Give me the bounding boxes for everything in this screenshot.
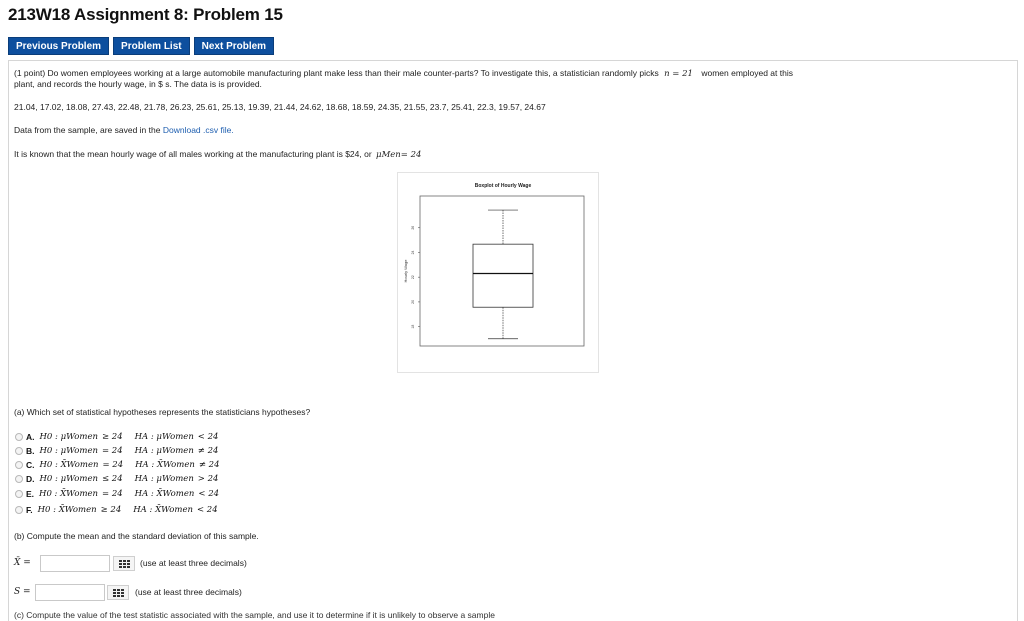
mean-input[interactable] <box>40 555 110 572</box>
sd-hint: (use at least three decimals) <box>135 587 242 597</box>
mean-hint: (use at least three decimals) <box>140 558 247 568</box>
download-line: Data from the sample, are saved in the Download .csv file. <box>14 125 234 135</box>
alt-relation: < 24 <box>196 505 218 515</box>
mean-matrix-button[interactable] <box>113 556 135 571</box>
y-tick-label: 18 <box>411 324 415 329</box>
null-relation: ≥ 24 <box>100 505 122 515</box>
iqr-box <box>473 244 533 307</box>
hypothesis-option[interactable] <box>15 473 218 485</box>
problem-body <box>8 60 1018 621</box>
null-hypothesis: H0 : μWomen <box>39 446 98 456</box>
previous-problem-button[interactable]: Previous Problem <box>8 37 109 55</box>
null-hypothesis: H0 : X̄Women <box>39 460 99 470</box>
y-axis-label: Hourly Wage <box>403 259 408 283</box>
download-csv-link[interactable]: Download .csv file. <box>162 125 234 135</box>
alt-relation: ≠ 24 <box>197 446 219 456</box>
part-c-question: (c) Compute the value of the test statistic associated with the sample, and use it to determine if it is unlikely to observe a sample <box>14 610 495 620</box>
null-relation: = 24 <box>102 489 123 499</box>
null-hypothesis: H0 : μWomen <box>39 474 98 484</box>
next-problem-button[interactable]: Next Problem <box>194 37 274 55</box>
alt-hypothesis: HA : X̄Women <box>133 505 193 515</box>
grid-icon <box>113 589 124 597</box>
radio-button[interactable] <box>15 433 23 441</box>
alt-relation: > 24 <box>197 474 219 484</box>
alt-relation: < 24 <box>198 489 220 499</box>
part-b-question: (b) Compute the mean and the standard deviation of this sample. <box>14 531 259 541</box>
hypothesis-option[interactable] <box>15 445 218 457</box>
alt-hypothesis: HA : μWomen <box>134 432 194 442</box>
y-tick-label: 20 <box>411 299 415 304</box>
radio-button[interactable] <box>15 447 23 455</box>
y-tick-label: 22 <box>411 275 415 280</box>
null-relation: = 24 <box>102 460 124 470</box>
sd-matrix-button[interactable] <box>107 585 129 600</box>
page-title: 213W18 Assignment 8: Problem 15 <box>8 5 283 24</box>
null-relation: ≤ 24 <box>101 474 123 484</box>
y-tick-label: 24 <box>411 250 415 255</box>
part-a-question: (a) Which set of statistical hypotheses represents the statisticians hypotheses? <box>14 407 311 417</box>
radio-button[interactable] <box>15 490 23 498</box>
null-hypothesis: H0 : μWomen <box>39 432 98 442</box>
intro-line-2: plant, and records the hourly wage, in $ s. The data is is provided. <box>14 79 262 89</box>
sd-label: S = <box>14 587 31 597</box>
data-values: 21.04, 17.02, 18.08, 27.43, 22.48, 21.78, 26.23, 25.61, 25.13, 19.39, 21.44, 24.62, 18.68, 18.59, 24.35, 21.55, 23.7, 25.41, 22.3, 19.57, 24.67 <box>14 102 546 112</box>
alt-relation: ≠ 24 <box>198 460 220 470</box>
grid-icon <box>119 560 130 568</box>
option-letter: A. <box>26 432 35 442</box>
null-hypothesis: H0 : X̄Women <box>37 505 97 515</box>
option-letter: E. <box>26 489 35 499</box>
radio-button[interactable] <box>15 461 23 469</box>
radio-button[interactable] <box>15 475 23 483</box>
mean-label: X̄ = <box>14 558 31 568</box>
hypothesis-option[interactable] <box>15 488 219 500</box>
option-letter: F. <box>26 505 33 515</box>
problem-navigation <box>8 37 274 55</box>
alt-relation: < 24 <box>197 432 219 442</box>
radio-button[interactable] <box>15 506 23 514</box>
null-hypothesis: H0 : X̄Women <box>39 489 99 499</box>
hypothesis-option[interactable] <box>15 504 218 516</box>
alt-hypothesis: HA : X̄Women <box>135 460 195 470</box>
null-relation: = 24 <box>101 446 123 456</box>
sd-input[interactable] <box>35 584 105 601</box>
option-letter: B. <box>26 446 35 456</box>
hypothesis-option[interactable] <box>15 459 219 471</box>
boxplot-figure <box>397 172 599 373</box>
option-letter: D. <box>26 474 35 484</box>
problem-list-button[interactable]: Problem List <box>113 37 190 55</box>
alt-hypothesis: HA : μWomen <box>134 474 194 484</box>
chart-title: Boxplot of Hourly Wage <box>474 183 532 189</box>
boxplot-chart <box>398 173 598 372</box>
hypothesis-option[interactable] <box>15 431 218 443</box>
alt-hypothesis: HA : X̄Women <box>134 489 195 499</box>
null-relation: ≥ 24 <box>101 432 123 442</box>
known-mean-line: It is known that the mean hourly wage of all males working at the manufacturing plant is $24, or μMen= 24 <box>14 149 422 160</box>
intro-line-1: (1 point) Do women employees working at a large automobile manufacturing plant make less than their male counter-parts? To investigate this, a statistician randomly picks n = 21 women employed at this <box>14 68 793 79</box>
option-letter: C. <box>26 460 35 470</box>
y-tick-label: 26 <box>411 225 415 230</box>
alt-hypothesis: HA : μWomen <box>134 446 194 456</box>
